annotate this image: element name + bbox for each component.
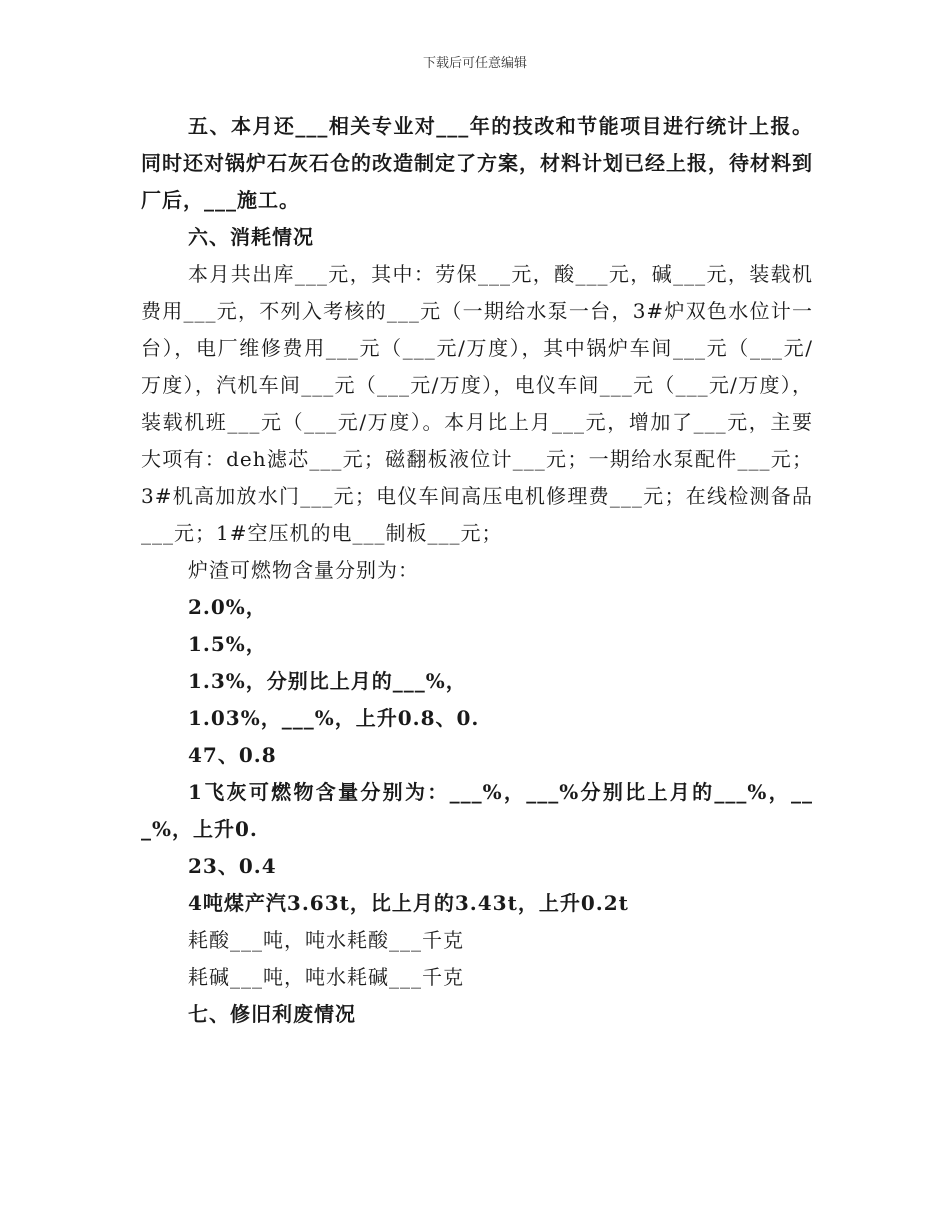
page-header: 下载后可任意编辑 (422, 56, 527, 71)
acid-consumption: 耗酸___吨，吨水耗酸___千克 (188, 928, 464, 952)
slag-value-1: 2.0%， (188, 595, 267, 619)
paragraph-fly-ash: 1飞灰可燃物含量分别为：___%，___%分别比上月的___%，___%，上升0. (141, 780, 813, 841)
slag-value-2: 1.5%， (188, 632, 267, 656)
paragraph-section-five: 五、本月还___相关专业对___年的技改和节能项目进行统计上报。同时还对锅炉石灰石仓的改造制定了方案，材料计划已经上报，待材料到厂后，___施工。 (141, 114, 813, 212)
heading-repair-reuse: 七、修旧利废情况 (188, 1002, 356, 1026)
slag-value-4: 1.03%，___%，上升0.8、0. (188, 706, 480, 730)
paragraph-slag-intro: 炉渣可燃物含量分别为： (188, 558, 419, 582)
steam-per-ton-coal: 4吨煤产汽3.63t，比上月的3.43t，上升0.2t (188, 891, 629, 915)
fly-ash-value: 23、0.4 (188, 854, 277, 878)
slag-value-3: 1.3%，分别比上月的___%， (188, 669, 467, 693)
heading-consumption: 六、消耗情况 (188, 225, 314, 249)
alkali-consumption: 耗碱___吨，吨水耗碱___千克 (188, 965, 464, 989)
slag-value-5: 47、0.8 (188, 743, 277, 767)
document-body (141, 108, 813, 1033)
paragraph-consumption-detail: 本月共出库___元，其中：劳保___元，酸___元，碱___元，装载机费用___元，不列入考核的___元（一期给水泵一台，3#炉双色水位计一台），电厂维修费用___元（___元/万度），其中锅炉车间___元（___元/万度），汽机车间___元（___元/万度），电仪车间___元（___元/万度），装载机班___元（___元/万度）。本月比上月___元，增加了___元，主要大项有：deh滤芯___元；磁翻板液位计___元；一期给水泵配件___元；3#机高加放水门___元；电仪车间高压电机修理费___元；在线检测备品___元；1#空压机的电___制板___元； (141, 262, 813, 545)
